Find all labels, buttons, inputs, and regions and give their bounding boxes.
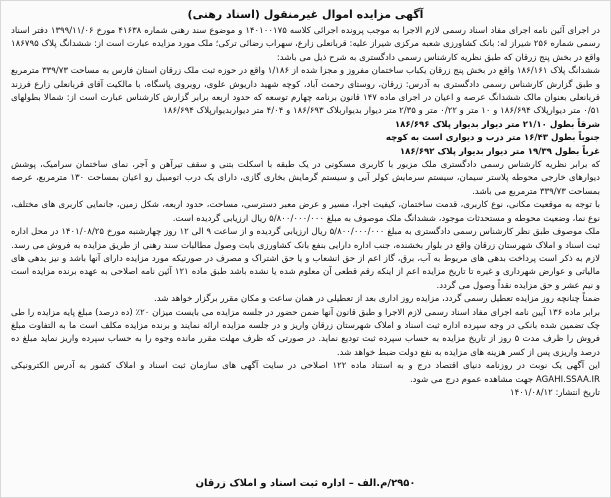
notice-footer <box>1 477 610 491</box>
deposit-clause: برابر ماده ۱۳۶ آیین نامه اجرای مفاد اسناد رسمی لازم الاجرا و طبق قانون آنها ضمن حضور در جلسه مزایده می بایست میزان ۲۰٪ (ده درصد) مبلغ پایه مزایده را طی چک تضمین شده بانکی در وجه سپرده اداره ثبت اسناد و املاک شهرستان زرقان واریز و در جلسه مزایده ارائه نمایند و برنده مزایده مکلف است ما به التفاوت مبلغ فروش را ظرف مدت ۵ روز از تاریخ مزایده به حساب سپرده ثبت تودیع نماید. در صورتی که ظرف مهلت مقرر مانده وجوه را به حساب سپرده واریز نماید مبلغ ده درصد واریزی پس از کسر هزینه های مزایده به نفع دولت ضبط خواهد شد. <box>11 307 600 358</box>
valuation-basis: با توجه به موقعیت مکانی، نوع کاربری، قدمت ساختمان، کیفیت اجرا، مسیر و عرض معبر دسترسی، مساحت، حدود اربعه، شکل زمین، جانمایی کاربری های مختلف، نوع نما، وضعیت محوطه و مستحدثات موجود، ششدانگ ملک موصوف به مبلغ ۵/۸۰۰/۰۰۰/۰۰۰ ریال ارزیابی گردیده است. <box>11 200 600 224</box>
expert-opinion: که برابر نظریه کارشناس رسمی دادگستری ملک مزبور با کاربری مسکونی در یک طبقه با اسکلت بتنی و سقف تیرآهن و آجر، نمای ساختمان سرامیک، پوشش دیوارهای خارجی محوطه پلاستر سیمان، سیستم سرمایش کولر آبی و سیستم گرمایش بخاری گازی، دارای یک درب اتومبیل رو اعیان بمساحت ۱۳۰ مترمربع، عرصه بمساحت ۳۳۹/۷۳ مترمربع می باشد. <box>11 160 600 197</box>
boundary-south: جنوباً بطول ۱۶/۴۳ متر درب و دیواری است به کوچه <box>385 133 600 144</box>
boundary-west: غرباً بطول ۱۹/۳۹ متر دیوار بدیوار پلاک ۱۸۶/۶۹۲ <box>399 146 600 157</box>
auction-terms: ملک موصوف طبق نظر کارشناس رسمی دادگستری به مبلغ ۵/۸۰۰/۰۰۰/۰۰۰ ریال ارزیابی گردیده و از ساعت ۹ الی ۱۲ روز چهارشنبه مورخ ۱۴۰۱/۰۸/۲۵ در محل اداره ثبت اسناد و املاک شهرستان زرقان واقع در بلوار بخشنده، جنب اداره دارایی بنفع بانک کشاورزی بابت وصول مطالبات سند رهنی از طریق مزایده به فروش می رسد. لازم به ذکر است پرداخت بدهی های مربوط به آب، برق، گاز اعم از حق انشعاب و یا حق اشتراک و مصرف در صورتیکه مورد مزایده دارای آنها باشد و نیز بدهی های مالیاتی و عوارض شهرداری و غیره تا تاریخ مزایده اعم از اینکه رقم قطعی آن معلوم شده یا نشده باشد طبق ماده ۱۲۱ آئین نامه اصلاحی به عهده برنده مزایده است و نیم عشر و حق مزایده نقداً وصول می گردد. <box>11 227 600 291</box>
publication-clause: این آگهی یک نوبت در روزنامه دنیای اقتصاد درج و به استناد ماده ۱۲۲ اصلاحی در سایت آگهی های سازمان ثبت اسناد و املاک کشور به آدرس الکترونیکی AGAHI.SSAA.IR جهت مشاهده عموم درج می شود. <box>11 361 600 385</box>
notice-title: آگهی مزایده اموال غیرمنقول (اسناد رهنی) <box>187 8 424 21</box>
boundary-east: شرقاً بطول ۲۱/۱۰ متر دیوار بدیوار پلاک ۱۸۶/۶۹۶ <box>394 119 600 130</box>
property-description: ششدانگ پلاک ۱۸۶/۱۶۱ واقع در بخش پنج زرقان یکباب ساختمان مفروز و مجزا شده از ۱/۱۸۶ واقع در حوزه ثبت ملک زرقان استان فارس به مساحت ۳۳۹/۷۳ مترمربع و طبق گزارش کارشناس رسمی دادگستری به آدرس: زرقان، روستای رحمت آباد، کوچه شهید داریوش علوی، روبروی پاسگاه، با مالکیت آقای قربانعلی زارع فرزند قربانعلی بعنوان مالک ششدانگ عرصه و اعیان در اجرای ماده ۱۴۷ قانون برنامه چهارم توسعه که حدود اربعه برابر گزارش کارشناس عبارت است از: شمالا بطولهای ۰/۵۱ متر دیوارپلاک ۱۸۶/۶۹۴ و ۱۰ متر و ۰/۲۲ متر و ۲/۳۵ متر دیوار بدیواربلاک ۱۸۶/۶۹۳ و ۴/۰۴ متر دیواربدیوارپلاک ۱۸۶/۶۹۴ <box>11 66 601 117</box>
footer-code: ۲۹۵۰/م.الف – اداره ثبت اسناد و املاک زرقان <box>195 478 416 489</box>
publish-date: تاریخ انتشار: ۱۴۰۱/۰۸/۱۲ <box>510 387 600 398</box>
notice-intro: در اجرای آئین نامه اجرای مفاد اسناد رسمی لازم الاجرا به موجب پرونده اجرائی کلاسه ۱۴۰۱۰۰۱۷۵ و موضوع سند رهنی شماره ۴۱۶۳۸ مورخ ۱۳۹۹/۱۱/۰۶ دفتر اسناد رسمی شماره ۲۵۶ شیراز له: بانک کشاورزی شعبه مرکزی شیراز علیه: قربانعلی زارع، سهراب رضائی ترکی؛ ملک مورد مزایده عبارت است از: ششدانگ پلاک ۱۸۶۷۹۵ واقع در بخش پنج زرقان که طبق نظریه کارشناس رسمی دادگستری به شرح ذیل می باشد: <box>11 26 600 63</box>
holiday-clause: ضمناً چنانچه روز مزایده تعطیل رسمی گردد، مزایده روز اداری بعد از تعطیلی در همان ساعت و مکان مقرر برگزار خواهد شد. <box>154 294 600 305</box>
